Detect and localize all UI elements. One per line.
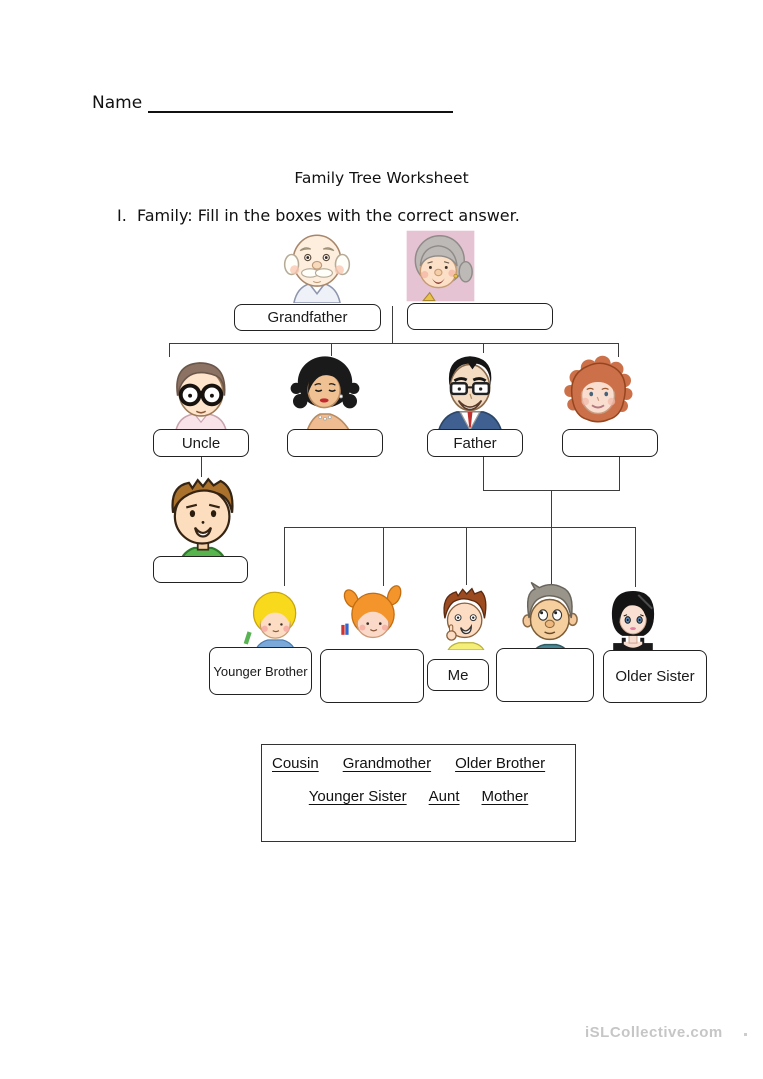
me-illustration — [430, 584, 498, 650]
name-blank-line[interactable] — [148, 97, 453, 113]
father-illustration — [427, 348, 513, 430]
aunt-answer-box[interactable] — [287, 429, 383, 457]
cousin-answer-box[interactable] — [153, 556, 248, 583]
younger-sister-illustration — [338, 584, 408, 650]
word-bank-item-cousin: Cousin — [272, 755, 319, 772]
word-bank — [261, 744, 576, 842]
word-bank-item-aunt: Aunt — [428, 788, 460, 805]
connector-line — [383, 527, 384, 586]
aunt-illustration — [284, 350, 366, 430]
me-label: Me — [447, 666, 469, 684]
me-label-box — [427, 659, 489, 691]
father-label: Father — [453, 434, 497, 452]
connector-line — [466, 527, 467, 585]
grandfather-label-box — [234, 304, 381, 331]
uncle-label: Uncle — [181, 434, 221, 452]
younger-brother-illustration — [241, 586, 307, 648]
word-bank-row-1 — [262, 755, 575, 772]
name-label: Name — [92, 93, 143, 113]
older-sister-label-box — [603, 650, 707, 703]
word-bank-row-2 — [262, 788, 575, 805]
connector-line — [169, 343, 619, 344]
uncle-label-box — [153, 429, 249, 457]
connector-line — [284, 527, 635, 528]
younger-sister-answer-box[interactable] — [320, 649, 424, 703]
grandfather-illustration — [276, 226, 358, 303]
younger-brother-label-box — [209, 647, 312, 695]
name-row — [92, 93, 453, 113]
mother-answer-box[interactable] — [562, 429, 658, 457]
grandfather-label: Grandfather — [267, 309, 348, 326]
word-bank-item-older-brother: Older Brother — [455, 755, 546, 772]
older-brother-illustration — [510, 578, 588, 652]
older-brother-answer-box[interactable] — [496, 648, 594, 702]
connector-line — [619, 457, 620, 490]
mother-illustration — [560, 355, 636, 430]
cousin-illustration — [156, 474, 250, 562]
word-bank-item-grandmother: Grandmother — [342, 755, 432, 772]
older-sister-illustration — [600, 583, 666, 653]
watermark: iSLCollective.com — [585, 1024, 723, 1041]
older-sister-label: Older Sister — [615, 668, 695, 685]
word-bank-item-mother: Mother — [481, 788, 529, 805]
younger-brother-label: Younger Brother — [213, 663, 308, 679]
grandmother-answer-box[interactable] — [407, 303, 553, 330]
connector-line — [635, 527, 636, 587]
page-title: Family Tree Worksheet — [294, 169, 469, 187]
watermark-dot — [744, 1033, 747, 1036]
connector-line — [392, 306, 393, 343]
connector-line — [483, 457, 484, 490]
connector-line — [284, 527, 285, 586]
father-label-box — [427, 429, 523, 457]
uncle-illustration — [162, 352, 240, 430]
grandmother-illustration — [404, 230, 477, 302]
instruction-text: I. Family: Fill in the boxes with the correct answer. — [117, 206, 520, 225]
connector-line — [551, 490, 552, 585]
word-bank-item-younger-sister: Younger Sister — [308, 788, 407, 805]
